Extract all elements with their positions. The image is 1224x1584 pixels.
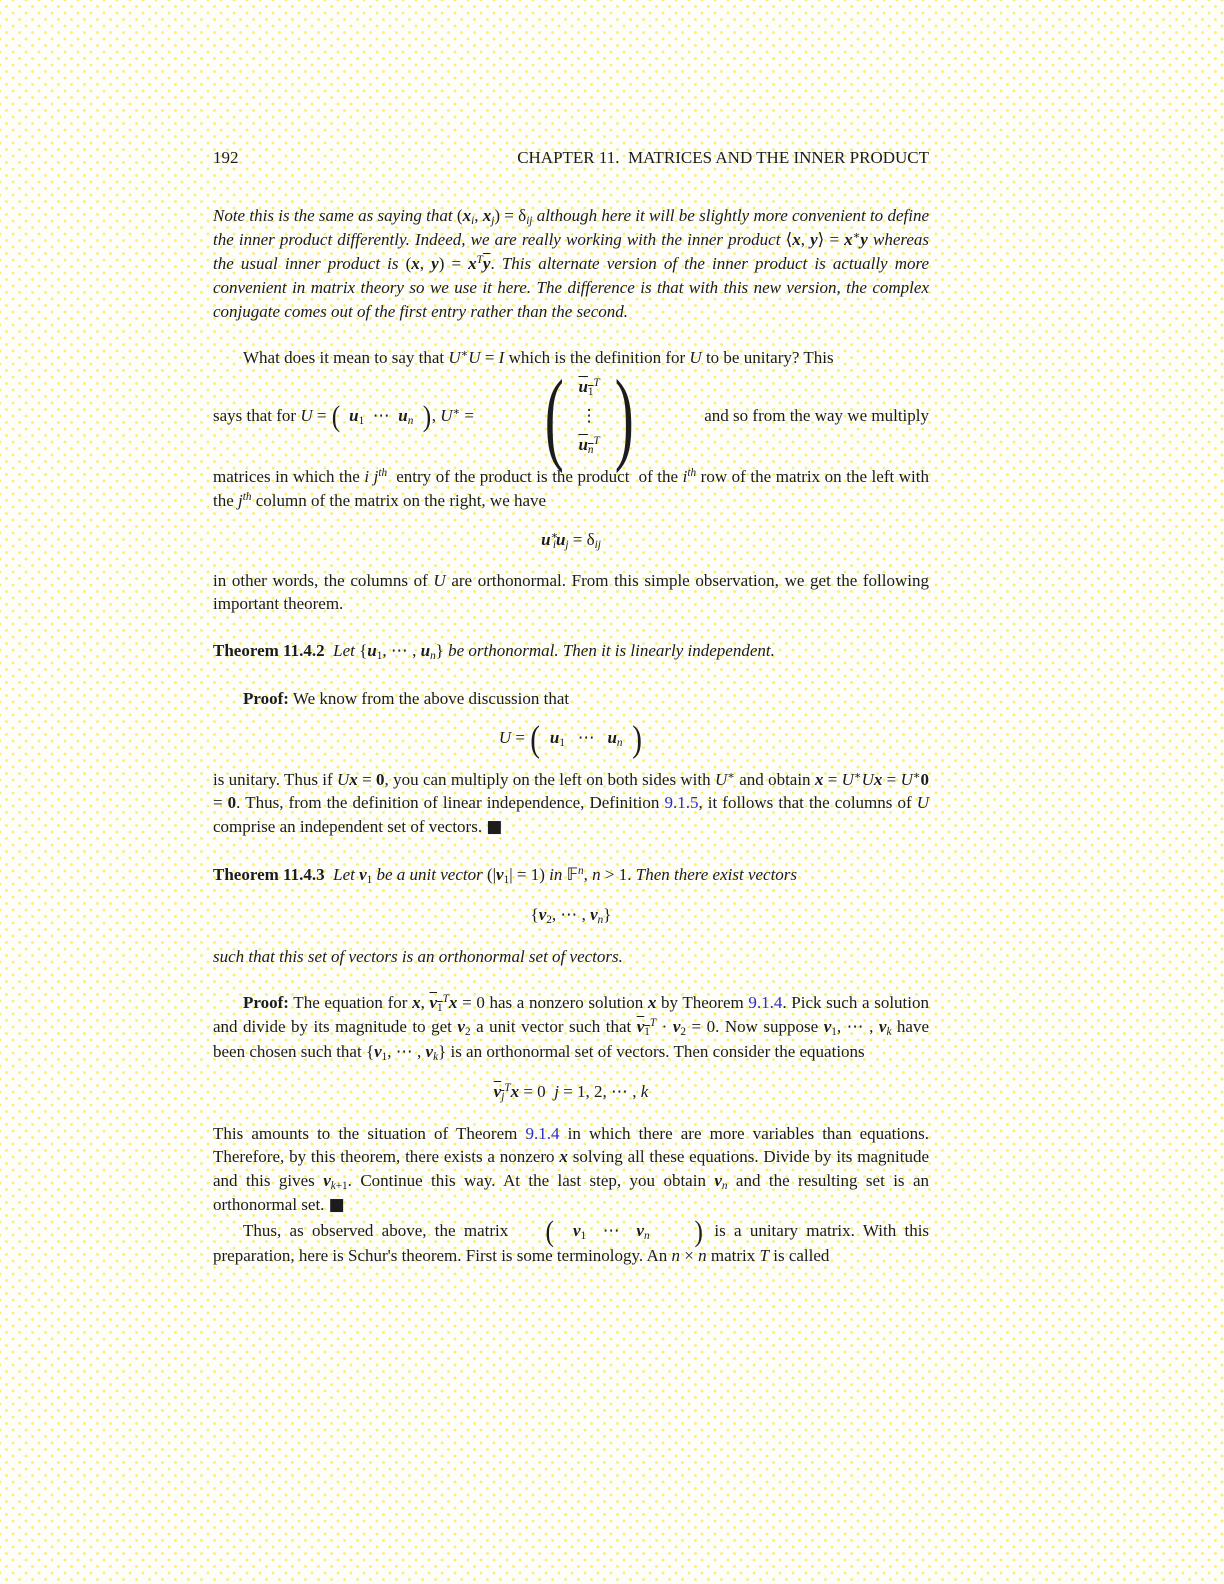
theorem-11-4-3-body: Let $v_1$ be a unit vector $(|v_1| = 1)$ in 𝔽$^n$, n > 1. Then there exist vectors (333, 864, 798, 886)
theorem-11-4-3 (213, 863, 929, 888)
theorem-11-4-2-body: Let {$u_1$, ⋯ , $u_n$} be orthonormal. Then it is linearly independent. (333, 641, 775, 663)
column-matrix-entries (571, 378, 606, 454)
right-parenthesis: ) (614, 358, 634, 474)
matrix-line-before: says that for U = ( $u_1$ ⋯ $u_n$ ), U∗ = (213, 400, 474, 434)
paragraph-in-other-words: in other words, the columns of U are orthonormal. From this simple observation, we get the following important theorem. (213, 570, 929, 614)
paragraph-multiply-rule: matrices in which the i $j^{th}$ entry of the product is the product of the $i^{th}$ row of the matrix on the left with the $j^{th}$ column of the matrix on the right, we have (213, 467, 929, 510)
matrix-entry-unT: $u_n^T$ (578, 434, 600, 456)
page-header (213, 148, 929, 168)
equation-orthonormal-columns: $u^∗_iu_j = \delta_{ij}$ (541, 530, 601, 552)
ref-link-9-1-4-b[interactable]: 9.1.4 (525, 1123, 560, 1143)
proof-1-body: is unitary. Thus if Ux = 0, you can multiply on the left on both sides with U∗ and obtain x = U∗Ux = U∗0 = 0. Thus, from the definition of linear independence, Definition 9.1.5, it follows that the columns of U comprise an independent set of vectors. ■ (213, 769, 930, 838)
textbook-page (213, 148, 929, 1268)
ref-link-9-1-5[interactable]: 9.1.5 (664, 793, 699, 813)
matrix-line-after: and so from the way we multiply (704, 406, 929, 426)
theorem-11-4-2 (213, 639, 929, 664)
ref-link-9-1-4-a[interactable]: 9.1.4 (748, 993, 783, 1013)
paragraph-such-that: such that this set of vectors is an orthonormal set of vectors. (213, 946, 623, 966)
note-paragraph: Note this is the same as saying that ($x_i$, $x_j) = \delta_{ij}$ although here it will be slightly more convenient to define the inner product differently. Indeed, we are really working with the inner product ⟨x, y⟩ = x∗y whereas the usual inner product is (x, $y) = x^T\overline{y}$. This alternate version of the inner product is actually more convenient in matrix theory so we use it here. The difference is that with this new version, the complex conjugate comes out of the first entry rather than the second. (213, 206, 930, 321)
equation-v-set: {$v_2$, ⋯ , $v_n$} (530, 905, 612, 927)
theorem-11-4-3-label: Theorem 11.4.3 (213, 864, 325, 884)
equation-vj-orthogonality: $v_j^Tx = 0$ j = 1, 2, ⋯ , k (493, 1082, 649, 1104)
vertical-dots: ⋮ (580, 406, 598, 427)
paragraph-this-amounts: This amounts to the situation of Theorem 9.1.4 in which there are more variables than equations. Therefore, by this theorem, there exists a nonzero x solving all these equations. Divide by its magnitude and this gives $v_{k+1}$. Continue this way. At the last step, you obtain $v_n$ and the resulting set is an orthonormal set. ■ (213, 1123, 929, 1215)
left-parenthesis: ( (544, 358, 564, 474)
equation-U-row-matrix: U = ( $u_1$ ⋯ $u_n$ ) (498, 718, 642, 760)
proof-2-intro: Proof: The equation for x, $v_1^Tx = 0$ has a nonzero solution x by Theorem 9.1.4. Pick such a solution and divide by its magnitude to get $v_2$ a unit vector such that $v_1^T \cdot v_2 = 0$. Now suppose $v_1$, ⋯ , $v_k$ have been chosen such that {$v_1$, ⋯ , $v_k$} is an orthonormal set of vectors. Then consider the equations (213, 993, 930, 1063)
paragraph-thus-observed: Thus, as observed above, the matrix ( $v_1$ ⋯ $v_n$ ) is a unitary matrix. With this preparation, here is Schur's theorem. First is some terminology. An n × n matrix T is called (213, 1215, 930, 1265)
proof-1-intro: Proof: We know from the above discussion that (243, 688, 570, 708)
matrix-entry-u1T: $u_1^T$ (578, 377, 600, 399)
page-number: 192 (213, 148, 239, 167)
theorem-11-4-2-label: Theorem 11.4.2 (213, 641, 325, 661)
paragraph-unitary-question: What does it mean to say that U∗U = I which is the definition for U to be unitary? This (243, 348, 834, 368)
chapter-running-header: CHAPTER 11. MATRICES AND THE INNER PRODUCT (517, 148, 929, 167)
u-star-column-matrix (537, 358, 642, 474)
